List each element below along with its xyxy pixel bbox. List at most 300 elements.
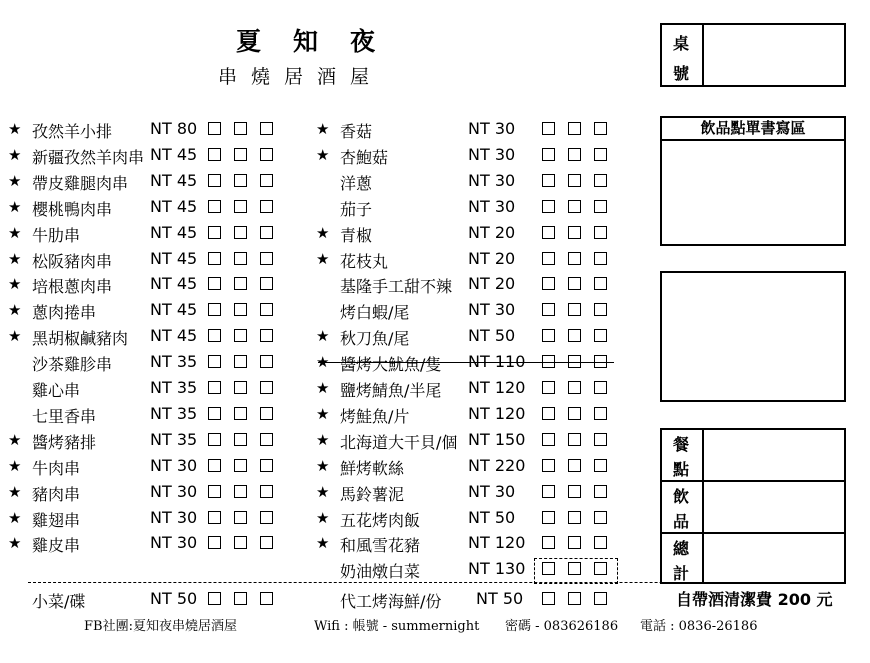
checkbox[interactable]	[208, 200, 221, 213]
item-name: 培根蔥肉串	[32, 277, 113, 297]
order-checkboxes	[208, 355, 286, 374]
checkbox[interactable]	[260, 226, 273, 239]
item-price: NT 45	[150, 144, 198, 164]
star-icon: ★	[316, 482, 330, 501]
checkbox[interactable]	[234, 122, 247, 135]
item-name: 秋刀魚/尾	[340, 329, 410, 349]
checkbox[interactable]	[234, 277, 247, 290]
menu-item	[316, 220, 626, 246]
checkbox[interactable]	[568, 174, 581, 187]
total-label-2: 計	[673, 564, 690, 583]
checkbox[interactable]	[260, 329, 273, 342]
checkbox[interactable]	[234, 200, 247, 213]
star-icon: ★	[8, 197, 22, 216]
item-price: NT 120	[468, 533, 526, 553]
item-name: 黑胡椒鹹豬肉	[32, 329, 129, 349]
menu-item	[8, 505, 318, 531]
order-checkboxes	[208, 174, 286, 193]
menu-item	[316, 271, 626, 297]
checkbox[interactable]	[542, 303, 555, 316]
checkbox[interactable]	[208, 407, 221, 420]
menu-item	[8, 116, 318, 142]
blank-writing-box[interactable]	[660, 271, 846, 402]
item-price: NT 50	[468, 326, 516, 346]
order-checkboxes	[542, 459, 620, 478]
item-price: NT 150	[468, 429, 526, 449]
star-icon: ★	[8, 223, 22, 242]
shop-title: 夏知夜	[236, 27, 408, 56]
totals-divider	[702, 428, 704, 584]
checkbox[interactable]	[260, 592, 273, 605]
order-checkboxes	[208, 459, 286, 478]
item-name: 櫻桃鴨肉串	[32, 199, 113, 219]
checkbox[interactable]	[594, 226, 607, 239]
item-name: 牛肉串	[32, 458, 81, 478]
item-name: 帶皮雞腿肉串	[32, 173, 129, 193]
drink-label-1: 飲	[673, 487, 690, 506]
item-name: 雞翅串	[32, 510, 81, 530]
order-checkboxes	[542, 355, 620, 374]
checkbox[interactable]	[208, 122, 221, 135]
item-price: NT 30	[150, 507, 198, 527]
order-checkboxes	[542, 174, 620, 193]
checkbox[interactable]	[234, 148, 247, 161]
item-name: 馬鈴薯泥	[340, 484, 405, 504]
item-price: NT 20	[468, 248, 516, 268]
checkbox[interactable]	[260, 122, 273, 135]
item-name: 沙茶雞胗串	[32, 355, 113, 375]
checkbox[interactable]	[260, 355, 273, 368]
extra-item-left	[8, 586, 298, 612]
checkbox[interactable]	[234, 329, 247, 342]
food-amount-field[interactable]	[706, 431, 842, 477]
checkbox[interactable]	[568, 381, 581, 394]
checkbox[interactable]	[568, 200, 581, 213]
totals-row-divider	[660, 480, 846, 482]
order-checkboxes	[542, 511, 620, 530]
order-checkboxes	[208, 252, 286, 271]
total-amount-field[interactable]	[706, 535, 842, 581]
menu-item	[8, 323, 318, 349]
item-name: 烤鮭魚/片	[340, 406, 410, 426]
order-checkboxes	[542, 148, 620, 167]
item-name: 蔥肉捲串	[32, 303, 97, 323]
strikethrough-line	[318, 362, 614, 363]
star-icon: ★	[316, 534, 330, 553]
item-name: 基隆手工甜不辣	[340, 277, 453, 297]
item-name: 代工烤海鮮/份	[340, 592, 442, 611]
checkbox[interactable]	[542, 329, 555, 342]
item-price: NT 120	[468, 403, 526, 423]
item-price: NT 45	[150, 248, 198, 268]
star-icon: ★	[316, 404, 330, 423]
checkbox[interactable]	[260, 277, 273, 290]
star-icon: ★	[8, 275, 22, 294]
item-price: NT 30	[150, 481, 198, 501]
menu-item	[316, 479, 626, 505]
order-checkboxes	[208, 329, 286, 348]
drink-amount-field[interactable]	[706, 483, 842, 529]
item-name: 烤白蝦/尾	[340, 303, 410, 323]
checkbox[interactable]	[568, 459, 581, 472]
item-price: NT 50	[150, 589, 198, 608]
item-name: 和風雪花豬	[340, 536, 421, 556]
food-label-1: 餐	[673, 435, 690, 454]
menu-item	[316, 297, 626, 323]
checkbox[interactable]	[234, 536, 247, 549]
item-name: 奶油燉白菜	[340, 562, 421, 582]
order-checkboxes	[542, 433, 620, 452]
item-price: NT 45	[150, 326, 198, 346]
checkbox[interactable]	[234, 433, 247, 446]
checkbox[interactable]	[260, 459, 273, 472]
order-checkboxes	[208, 200, 286, 219]
order-checkboxes	[208, 433, 286, 452]
checkbox[interactable]	[542, 174, 555, 187]
checkbox[interactable]	[234, 459, 247, 472]
checkbox[interactable]	[568, 592, 581, 605]
checkbox[interactable]	[260, 148, 273, 161]
checkbox[interactable]	[260, 381, 273, 394]
checkbox[interactable]	[260, 536, 273, 549]
checkbox[interactable]	[568, 407, 581, 420]
item-price: NT 45	[150, 222, 198, 242]
item-name: 鹽烤鯖魚/半尾	[340, 381, 442, 400]
item-name: 茄子	[340, 199, 373, 219]
order-checkboxes	[208, 303, 286, 322]
item-name: 北海道大干貝/個	[340, 432, 458, 452]
menu-item	[316, 453, 626, 479]
checkbox[interactable]	[594, 511, 607, 524]
table-number-divider	[702, 23, 704, 87]
checkbox[interactable]	[542, 511, 555, 524]
item-price: NT 30	[150, 533, 198, 553]
order-checkboxes	[542, 226, 620, 245]
checkbox[interactable]	[594, 407, 607, 420]
item-price: NT 45	[150, 196, 198, 216]
star-icon: ★	[8, 482, 22, 501]
footer-wifi: Wifi : 帳號 - summernight	[314, 619, 480, 634]
checkbox[interactable]	[260, 485, 273, 498]
checkbox[interactable]	[234, 592, 247, 605]
item-name: 鮮烤軟絲	[340, 458, 405, 478]
item-name: 小菜/碟	[32, 592, 86, 611]
checkbox[interactable]	[234, 355, 247, 368]
checkbox[interactable]	[568, 485, 581, 498]
checkbox[interactable]	[234, 303, 247, 316]
item-price: NT 30	[468, 144, 516, 164]
star-icon: ★	[316, 145, 330, 164]
checkbox[interactable]	[542, 536, 555, 549]
checkbox[interactable]	[234, 381, 247, 394]
checkbox[interactable]	[208, 592, 221, 605]
checkbox[interactable]	[542, 277, 555, 290]
order-checkboxes	[208, 511, 286, 530]
checkbox[interactable]	[568, 511, 581, 524]
checkbox[interactable]	[208, 329, 221, 342]
checkbox[interactable]	[594, 277, 607, 290]
checkbox[interactable]	[594, 592, 607, 605]
order-checkboxes	[542, 407, 620, 426]
item-price: NT 80	[150, 119, 198, 138]
totals-row-divider	[660, 532, 846, 534]
menu-item	[8, 271, 318, 297]
drink-order-writing-area[interactable]	[663, 143, 843, 243]
order-checkboxes	[208, 277, 286, 296]
menu-item	[8, 427, 318, 453]
order-checkboxes	[208, 148, 286, 167]
checkbox[interactable]	[542, 485, 555, 498]
item-price: NT 45	[150, 274, 198, 294]
checkbox[interactable]	[260, 252, 273, 265]
item-name: 七里香串	[32, 406, 97, 426]
checkbox[interactable]	[542, 433, 555, 446]
checkbox[interactable]	[542, 381, 555, 394]
shop-subtitle: 串燒居酒屋	[218, 66, 384, 88]
menu-item	[316, 505, 626, 531]
star-icon: ★	[316, 456, 330, 475]
checkbox[interactable]	[234, 511, 247, 524]
menu-item	[8, 246, 318, 272]
item-name: 雞心串	[32, 381, 81, 400]
item-price: NT 30	[468, 196, 516, 216]
menu-item	[8, 142, 318, 168]
checkbox[interactable]	[594, 122, 607, 135]
checkbox[interactable]	[594, 174, 607, 187]
item-price: NT 35	[150, 403, 198, 423]
star-icon: ★	[8, 327, 22, 346]
checkbox[interactable]	[234, 252, 247, 265]
menu-item	[316, 246, 626, 272]
item-name: 豬肉串	[32, 484, 81, 504]
item-price: NT 20	[468, 274, 516, 294]
checkbox[interactable]	[260, 433, 273, 446]
item-name: 新疆孜然羊肉串	[32, 147, 145, 167]
item-name: 雞皮串	[32, 536, 81, 556]
checkbox[interactable]	[260, 511, 273, 524]
item-price: NT 35	[150, 352, 198, 372]
checkbox[interactable]	[594, 148, 607, 161]
checkbox[interactable]	[568, 303, 581, 316]
drink-label-2: 品	[673, 512, 690, 531]
order-checkboxes	[208, 122, 286, 141]
checkbox[interactable]	[542, 226, 555, 239]
checkbox[interactable]	[208, 174, 221, 187]
checkbox[interactable]	[208, 511, 221, 524]
checkbox[interactable]	[568, 277, 581, 290]
order-checkboxes	[542, 252, 620, 271]
checkbox[interactable]	[208, 433, 221, 446]
dashed-box-outline	[534, 558, 618, 584]
menu-item	[316, 375, 626, 401]
star-icon: ★	[8, 171, 22, 190]
order-checkboxes	[542, 277, 620, 296]
checkbox[interactable]	[568, 122, 581, 135]
checkbox[interactable]	[260, 200, 273, 213]
drink-order-title: 飲品點單書寫區	[660, 116, 846, 141]
menu-item	[316, 194, 626, 220]
star-icon: ★	[316, 430, 330, 449]
star-icon: ★	[8, 145, 22, 164]
checkbox[interactable]	[208, 536, 221, 549]
star-icon: ★	[316, 327, 330, 346]
footer-facebook: FB社團:夏知夜串燒居酒屋	[84, 619, 237, 634]
order-checkboxes	[542, 592, 620, 611]
order-checkboxes	[542, 303, 620, 322]
item-name: 花枝丸	[340, 251, 389, 271]
checkbox[interactable]	[568, 329, 581, 342]
item-price: NT 45	[150, 170, 198, 190]
item-price: NT 30	[468, 300, 516, 320]
item-price: NT 30	[468, 119, 516, 138]
menu-item	[8, 401, 318, 427]
checkbox[interactable]	[594, 485, 607, 498]
checkbox[interactable]	[568, 226, 581, 239]
item-price: NT 130	[468, 559, 526, 579]
checkbox[interactable]	[542, 148, 555, 161]
item-name: 杏鮑菇	[340, 147, 389, 167]
checkbox[interactable]	[542, 122, 555, 135]
menu-item	[8, 530, 318, 556]
checkbox[interactable]	[594, 536, 607, 549]
menu-item	[8, 194, 318, 220]
menu-item	[8, 375, 318, 401]
item-price: NT 20	[468, 222, 516, 242]
table-label-1: 桌	[673, 34, 690, 53]
order-checkboxes	[208, 381, 286, 400]
item-name: 洋蔥	[340, 173, 373, 193]
food-label-2: 點	[673, 460, 690, 479]
order-checkboxes	[208, 407, 286, 426]
item-price: NT 35	[150, 429, 198, 449]
menu-item	[316, 530, 626, 556]
checkbox[interactable]	[568, 536, 581, 549]
item-price: NT 30	[150, 455, 198, 475]
menu-item	[8, 453, 318, 479]
item-name: 醬烤大魷魚/隻	[340, 355, 442, 375]
checkbox[interactable]	[594, 433, 607, 446]
checkbox[interactable]	[208, 303, 221, 316]
item-name: 青椒	[340, 225, 373, 245]
checkbox[interactable]	[208, 381, 221, 394]
item-price: NT 35	[150, 378, 198, 397]
menu-item	[8, 349, 318, 375]
checkbox[interactable]	[234, 226, 247, 239]
table-number-field[interactable]	[706, 26, 842, 84]
checkbox[interactable]	[594, 200, 607, 213]
checkbox[interactable]	[568, 433, 581, 446]
star-icon: ★	[316, 120, 330, 138]
checkbox[interactable]	[208, 226, 221, 239]
star-icon: ★	[316, 379, 330, 397]
order-checkboxes	[208, 485, 286, 504]
checkbox[interactable]	[542, 459, 555, 472]
checkbox[interactable]	[208, 277, 221, 290]
order-checkboxes	[208, 592, 286, 611]
star-icon: ★	[8, 301, 22, 320]
item-price: NT 50	[476, 589, 524, 608]
checkbox[interactable]	[260, 303, 273, 316]
menu-item	[316, 142, 626, 168]
order-checkboxes	[542, 381, 620, 400]
checkbox[interactable]	[260, 174, 273, 187]
item-name: 孜然羊小排	[32, 122, 113, 141]
extra-item-right	[316, 586, 616, 612]
checkbox[interactable]	[594, 381, 607, 394]
checkbox[interactable]	[208, 148, 221, 161]
checkbox[interactable]	[208, 459, 221, 472]
checkbox[interactable]	[594, 459, 607, 472]
checkbox[interactable]	[208, 252, 221, 265]
item-price: NT 50	[468, 507, 516, 527]
star-icon: ★	[8, 430, 22, 449]
item-price: NT 220	[468, 455, 526, 475]
menu-item	[8, 168, 318, 194]
menu-item	[316, 401, 626, 427]
checkbox[interactable]	[594, 252, 607, 265]
footer-password: 密碼 - 083626186	[505, 619, 619, 634]
star-icon: ★	[8, 249, 22, 268]
star-icon: ★	[316, 353, 330, 372]
checkbox[interactable]	[542, 592, 555, 605]
checkbox[interactable]	[568, 252, 581, 265]
checkbox[interactable]	[594, 329, 607, 342]
checkbox[interactable]	[542, 407, 555, 420]
checkbox[interactable]	[208, 485, 221, 498]
checkbox[interactable]	[234, 407, 247, 420]
star-icon: ★	[316, 223, 330, 242]
checkbox[interactable]	[542, 200, 555, 213]
order-checkboxes	[542, 536, 620, 555]
menu-item	[316, 323, 626, 349]
checkbox[interactable]	[234, 485, 247, 498]
star-icon: ★	[316, 249, 330, 268]
item-name: 香菇	[340, 122, 373, 141]
menu-item	[8, 479, 318, 505]
checkbox[interactable]	[568, 148, 581, 161]
order-checkboxes	[208, 536, 286, 555]
order-checkboxes	[542, 200, 620, 219]
footer-phone: 電話 : 0836-26186	[640, 619, 758, 634]
item-price: NT 120	[468, 378, 526, 397]
star-icon: ★	[8, 508, 22, 527]
item-name: 牛肋串	[32, 225, 81, 245]
total-label-1: 總	[673, 539, 690, 558]
checkbox[interactable]	[208, 355, 221, 368]
corkage-fee-note: 自帶酒清潔費 200 元	[676, 590, 833, 609]
item-price: NT 110	[468, 352, 526, 372]
item-name: 醬烤豬排	[32, 432, 97, 452]
menu-item	[316, 168, 626, 194]
star-icon: ★	[8, 456, 22, 475]
order-checkboxes	[542, 329, 620, 348]
menu-item	[8, 297, 318, 323]
star-icon: ★	[8, 534, 22, 553]
menu-item	[316, 116, 626, 142]
order-checkboxes	[542, 122, 620, 141]
item-name: 松阪豬肉串	[32, 251, 113, 271]
item-name: 五花烤肉飯	[340, 510, 421, 530]
item-price: NT 30	[468, 170, 516, 190]
item-price: NT 45	[150, 300, 198, 320]
checkbox[interactable]	[234, 174, 247, 187]
order-checkboxes	[208, 226, 286, 245]
item-price: NT 30	[468, 481, 516, 501]
checkbox[interactable]	[542, 252, 555, 265]
checkbox[interactable]	[594, 303, 607, 316]
checkbox[interactable]	[260, 407, 273, 420]
star-icon: ★	[316, 508, 330, 527]
